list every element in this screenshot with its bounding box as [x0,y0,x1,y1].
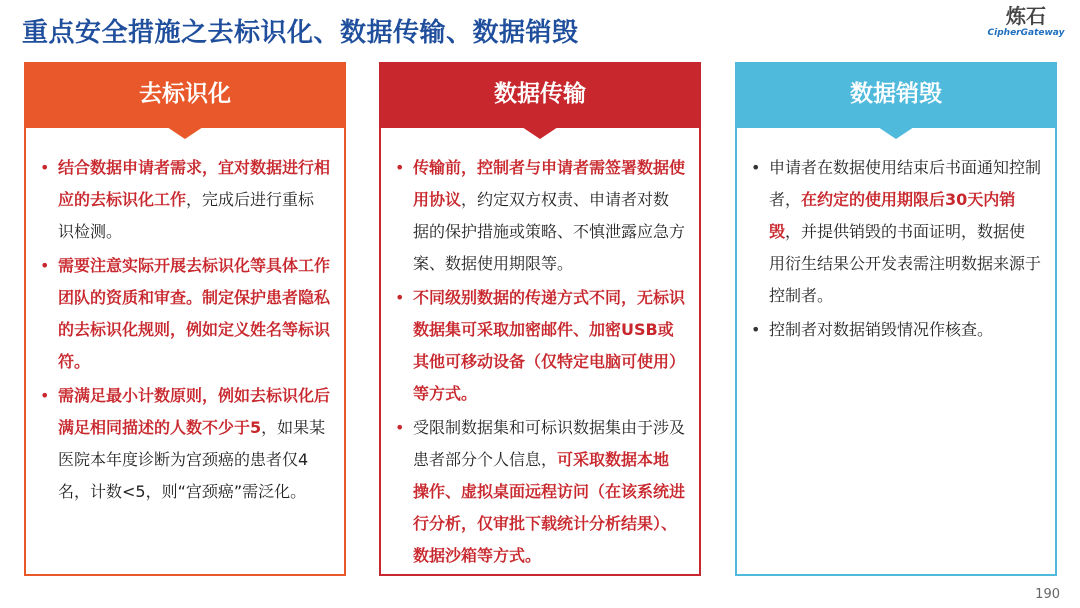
logo-text: 炼石 [1006,4,1046,28]
bullet-dot-icon: • [40,386,50,405]
highlighted-text: 传输前，控制者与申请者需签署数据使用协议 [413,158,686,209]
body-text: 受限制数据集和可标识数据集由于涉及患者部分个人信息， [413,418,686,469]
bullet-dot-icon: • [40,256,50,275]
card-header-data-destruction [737,64,1055,128]
bullet-item [389,152,685,280]
bullet-item [389,282,685,410]
page-number: 190 [1035,587,1060,602]
bullet-list [745,152,1041,346]
bullet-item [745,314,1041,346]
body-text: ，完成后进行重标识检测。 [58,190,315,241]
bullet-item [34,250,330,378]
bullet-dot-icon: • [395,158,405,177]
bullet-item [34,152,330,248]
card-data-transmission [379,62,701,576]
card-header-data-transmission [381,64,699,128]
bullet-list [34,152,330,508]
card-header-label: 去标识化 [139,81,231,107]
company-logo [984,4,1068,38]
highlighted-text: 结合数据申请者需求，宜对数据进行相应的去标识化工作 [58,158,331,209]
bullet-dot-icon: • [751,158,761,177]
body-text: ，约定双方权责、申请者对数据的保护措施或策略、不慎泄露应急方案、数据使用期限等。 [413,190,686,273]
bullet-dot-icon: • [395,288,405,307]
body-text: ，并提供销毁的书面证明，数据使用衍生结果公开发表需注明数据来源于控制者。 [769,222,1042,305]
bullet-list [389,152,685,572]
bullet-dot-icon: • [40,158,50,177]
bullet-item [389,412,685,572]
highlighted-text: 需要注意实际开展去标识化等具体工作团队的资质和审查。制定保护患者隐私的去标识化规则，例如定义姓名等标识符。 [58,256,331,371]
highlighted-text: 不同级别数据的传递方式不同，无标识数据集可采取加密邮件、加密USB或其他可移动设备（仅特定电脑可使用）等方式。 [413,288,686,403]
highlighted-text: 可采取数据本地操作、虚拟桌面远程访问（在该系统进行分析，仅审批下载统计分析结果）、数据沙箱等方式。 [413,450,686,565]
body-text: 控制者对数据销毁情况作核查。 [769,320,994,339]
card-header-label: 数据传输 [494,81,586,107]
bullet-dot-icon: • [395,418,405,437]
card-header-deidentification [26,64,344,128]
card-deidentification [24,62,346,576]
card-data-destruction [735,62,1057,576]
body-text: 申请者在数据使用结束后书面通知控制者， [769,158,1042,209]
bullet-item [34,380,330,508]
page-title: 重点安全措施之去标识化、数据传输、数据销毁 [22,18,579,48]
highlighted-text: 在约定的使用期限后30天内销毁 [769,190,1016,241]
bullet-item [745,152,1041,312]
body-text: ，如果某医院本年度诊断为宫颈癌的患者仅4名，计数<5，则“宫颈癌”需泛化。 [58,418,326,501]
logo-subtext: CipherGateway [987,28,1065,38]
highlighted-text: 需满足最小计数原则，例如去标识化后满足相同描述的人数不少于5 [58,386,331,437]
bullet-dot-icon: • [751,320,761,339]
card-header-label: 数据销毁 [850,81,942,107]
